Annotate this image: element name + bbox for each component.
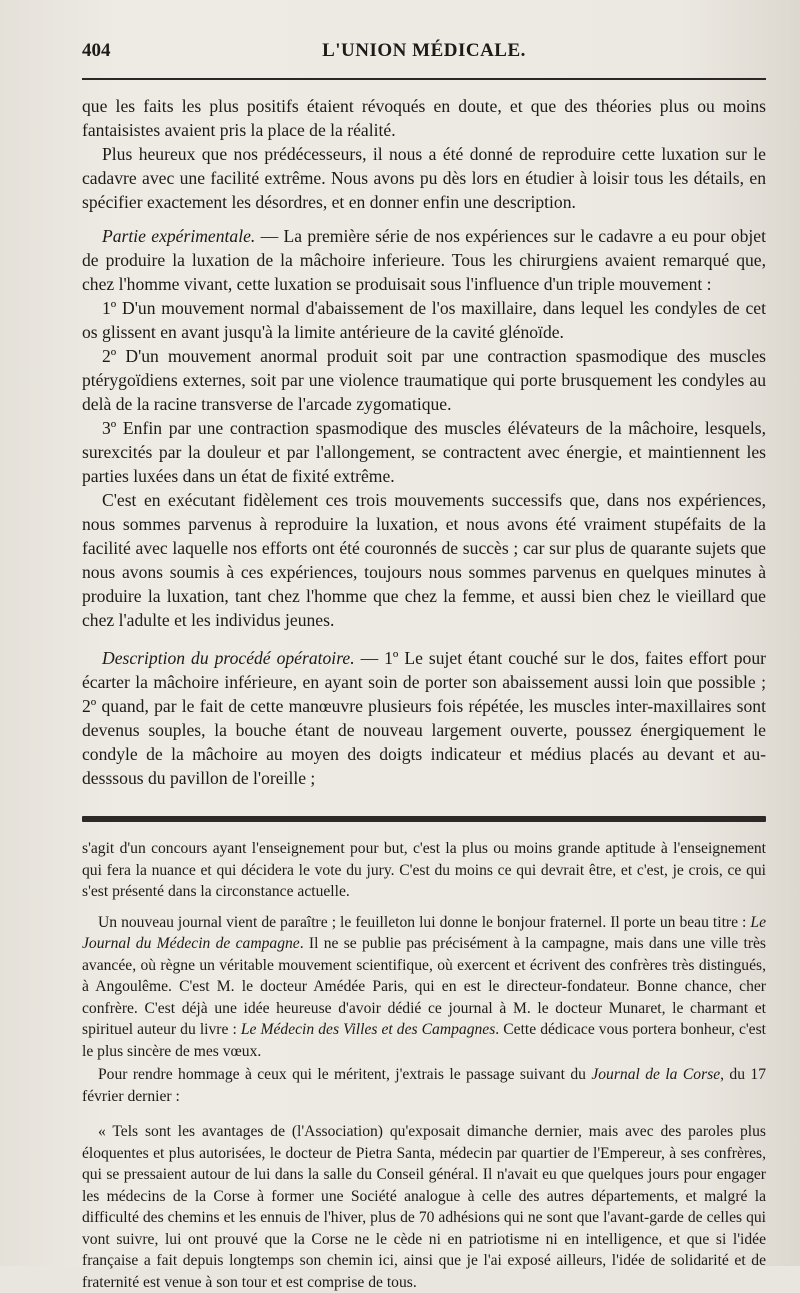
book-title-italic: Le Médecin des Villes et des Campagnes (240, 1021, 496, 1038)
page-number: 404 (82, 40, 111, 61)
section-text-procedure: — 1º Le sujet étant couché sur le dos, faites effort pour écarter la mâchoire inférieure, en ayant soin de porter son abaissement aussi loin que possible ; 2º quand, par le fait de cette manœuvre plusieurs fois répétée, les muscles inter-maxillaires sont devenus souples, la bouche étant de nouveau largement ouverte, poussez énergiquement le condyle de la mâchoire au moyen des doigts indicateur et médius placés au devant et au-desssous du pavillon de l'oreille ; (82, 648, 766, 788)
feuilleton-column (82, 838, 766, 1293)
paragraph-movement-3: 3º Enfin par une contraction spasmodique des muscles élévateurs de la mâchoire, lesquels, surexcités par la douleur et par l'allongement, se contractent avec énergie, et maintiennent les parties luxées dans un état de fixité extrême. (82, 418, 766, 486)
section-lead-experimental: Partie expérimentale. (102, 226, 256, 246)
feuilleton-paragraph-concours: s'agit d'un concours ayant l'enseignement pour but, c'est la plus ou moins grande aptitude à l'enseignement qui fera la nuance et qui décidera le vote du jury. C'est du moins ce qui devrait être, et c'est, je crois, ce qui s'est présenté dans la circonstance actuelle. (82, 840, 766, 900)
feuilleton-quotation: « Tels sont les avantages de (l'Association) qu'exposait dimanche dernier, mais avec des paroles plus éloquentes et plus autorisées, le docteur de Pietra Santa, médecin par quartier de l'Empereur, à ses confrères, qui se pressaient autour de lui dans la salle du Conseil général. Il n'avait eu que quelques jours pour engager les médecins de la Corse à former une Société analogue à celle des autres départements, et malgré la difficulté des chemins et les ennuis de l'hiver, plus de 70 adhésions qui ne sont que l'avant-garde de celles qui vont suivre, lui ont prouvé que la Corse ne le cède ni en patriotisme ni en intelligence, et que si l'idée française a fait depuis longtemps son chemin ici, ainsi que je l'ai exposé ailleurs, l'idée de solidarité et de fraternité est venue à son tour et est comprise de tous. (82, 1123, 766, 1291)
paragraph-movement-1: 1º D'un mouvement normal d'abaissement de l'os maxillaire, dans lequel les condyles de cet os glissent en avant jusqu'à la limite antérieure de la cavité glénoïde. (82, 298, 766, 342)
paragraph-reproduction: Plus heureux que nos prédécesseurs, il nous a été donné de reproduire cette luxation sur le cadavre avec une facilité extrême. Nous avons pu dès lors en étudier à loisir tous les détails, en spécifier exactement les désordres, et en donner enfin une description. (82, 144, 766, 212)
paragraph-results: C'est en exécutant fidèlement ces trois mouvements successifs que, dans nos expériences, nous sommes parvenus à reproduire la luxation, et nous avons été vraiment stupéfaits de la facilité avec laquelle nos efforts ont été couronnés de succès ; car sur plus de quarante sujets que nous avons soumis à ces expériences, toujours nous sommes parvenus en quelques minutes à produire la luxation, tant chez l'homme que chez la femme, et aussi bien chez le vieillard que chez l'adulte et les individus jeunes. (82, 490, 766, 630)
journal-title: L'UNION MÉDICALE. (322, 40, 526, 61)
paragraph-movement-2: 2º D'un mouvement anormal produit soit par une contraction spasmodique des muscles ptérygoïdiens externes, soit par une violence traumatique qui porte brusquement les condyles au delà de la racine transverse de l'arcade zygomatique. (82, 346, 766, 414)
feuilleton-text: , du 17 février dernier : (82, 1066, 767, 1105)
running-head (82, 40, 766, 74)
feuilleton-text: . Il ne se publie pas précisément à la campagne, mais dans une ville très avancée, où règne un véritable mouvement scientifique, où exercent et écrivent des confrères très distingués, à Angoulême. C'est M. le docteur Amédée Paris, qui en est le directeur-fondateur. Bonne chance, cher confrère. C'est déjà une idée heureuse d'avoir dédié ce journal à M. le docteur Munaret, le charmant et spirituel auteur du livre : (82, 935, 766, 1038)
journal-corse-italic: Journal de la Corse (591, 1066, 721, 1083)
header-rule (82, 78, 766, 80)
feuilleton-paragraph-new-journal (82, 912, 766, 1063)
main-article (82, 94, 766, 790)
feuilleton-divider (82, 816, 766, 822)
paragraph-continuation: que les faits les plus positifs étaient révoqués en doute, et que des théories plus ou moins fantaisistes avaient pris la place de la réalité. (82, 96, 766, 140)
feuilleton-text: . Cette dédicace vous portera bonheur, c'est le plus sincère de mes vœux. (82, 1021, 767, 1060)
paragraph-experimental-part (82, 224, 766, 296)
feuilleton-text: Pour rendre hommage à ceux qui le méritent, j'extrais le passage suivant du (98, 1066, 592, 1083)
section-lead-procedure: Description du procédé opératoire. (102, 648, 355, 668)
paragraph-procedure (82, 646, 766, 790)
section-text-experimental: — La première série de nos expériences sur le cadavre a eu pour objet de produire la luxation de la mâchoire inferieure. Tous les chirurgiens avaient remarqué que, chez l'homme vivant, cette luxation se produisait sous l'influence d'un triple mouvement : (82, 226, 766, 294)
journal-name-italic: Le Journal du Médecin de campagne (82, 913, 766, 952)
feuilleton-paragraph-hommage (82, 1064, 766, 1107)
feuilleton-text: Un nouveau journal vient de paraître ; le feuilleton lui donne le bonjour fraternel. Il porte un beau titre : (98, 913, 751, 931)
